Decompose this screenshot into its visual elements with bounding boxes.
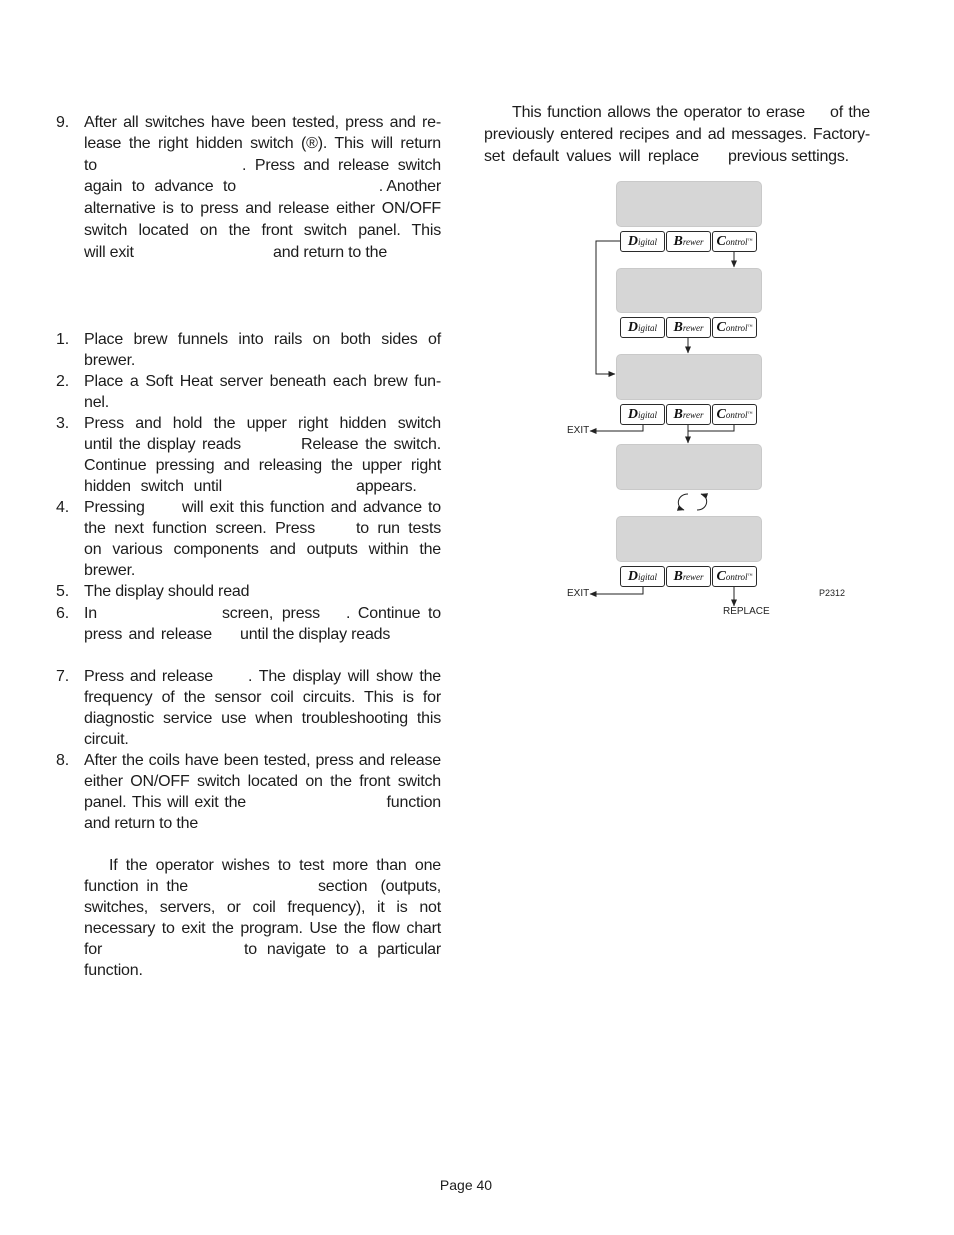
text-segment: panel. This will exit the <box>84 794 246 811</box>
text-segment: section (outputs, <box>318 878 441 895</box>
text-line <box>484 146 870 167</box>
keypad-row-2 <box>620 317 757 338</box>
key-label: Control <box>716 233 748 249</box>
right-key-connector <box>688 425 734 431</box>
text-line <box>84 497 441 518</box>
text-segment: previous settings. <box>728 148 849 165</box>
text-line: circuit. <box>84 731 129 748</box>
text-segment: function in the <box>84 878 188 895</box>
control-key-icon <box>712 231 757 252</box>
text-line: diagnostic service use when troubleshooting this <box>84 710 441 727</box>
note-line <box>84 939 441 960</box>
keypad-row-1 <box>620 231 757 252</box>
display-screen-3 <box>616 354 762 400</box>
step-number: 8. <box>56 752 69 769</box>
page-number: Page 40 <box>439 1177 493 1193</box>
key-label: Digital <box>627 319 658 335</box>
text-segment: will exit <box>84 244 134 261</box>
text-line: brewer. <box>84 352 136 369</box>
display-screen-5 <box>616 516 762 562</box>
text-segment: Press and release <box>84 668 213 685</box>
text-segment: until the display reads <box>84 436 241 453</box>
text-segment: for <box>84 941 103 958</box>
key-label: Digital <box>627 233 658 249</box>
digital-key-icon <box>620 231 665 252</box>
text-segment: . Another <box>378 178 441 195</box>
text-line: previously entered recipes and ad messages. Factory- <box>484 126 870 143</box>
text-line <box>84 176 441 197</box>
text-segment: will exit this function and advance to <box>182 499 441 516</box>
display-screen-2 <box>616 268 762 313</box>
figure-id: P2312 <box>819 588 846 598</box>
text-line: The display should read <box>84 583 250 600</box>
text-segment: hidden switch until <box>84 478 222 495</box>
brewer-key-icon <box>666 566 711 587</box>
key-label: Control <box>716 319 748 335</box>
text-segment: to navigate to a particular <box>244 941 441 958</box>
text-line: After the coils have been tested, press and release <box>84 752 441 769</box>
key-label: Digital <box>627 406 658 422</box>
text-segment: press and release <box>84 626 212 643</box>
note-line: necessary to exit the program. Use the flow chart <box>84 920 441 937</box>
text-segment: Pressing <box>84 499 145 516</box>
keypad-row-4 <box>620 566 757 587</box>
digital-key-icon <box>620 566 665 587</box>
text-line: After all switches have been tested, press and re- <box>84 114 441 131</box>
text-line: brewer. <box>84 562 136 579</box>
text-segment: to <box>84 157 97 174</box>
text-segment: again to advance to <box>84 178 236 195</box>
step-number: 6. <box>56 605 69 622</box>
text-line <box>84 434 441 455</box>
text-line: either ON/OFF switch located on the front switch <box>84 773 441 790</box>
step-number: 2. <box>56 373 69 390</box>
note-line: If the operator wishes to test more than one <box>109 857 441 874</box>
brewer-key-icon <box>666 317 711 338</box>
text-line: switch located on the front switch panel. This <box>84 222 441 239</box>
trademark-mark: ™ <box>747 574 753 579</box>
text-segment: . Continue to <box>346 605 441 622</box>
key-label: Brewer <box>673 406 704 422</box>
text-line <box>84 603 441 624</box>
key-label: Brewer <box>673 568 704 584</box>
text-segment: . Press and release switch <box>242 157 441 174</box>
text-line <box>484 102 870 123</box>
text-line: on various components and outputs within the <box>84 541 441 558</box>
text-line: nel. <box>84 394 109 411</box>
step-number: 7. <box>56 668 69 685</box>
keypad-row-3 <box>620 404 757 425</box>
text-line <box>84 518 441 539</box>
trademark-mark: ™ <box>747 239 753 244</box>
text-segment: of the <box>830 104 870 121</box>
text-line: and return to the <box>84 815 199 832</box>
text-segment: to run tests <box>356 520 441 537</box>
text-segment: This function allows the operator to erase <box>512 104 805 121</box>
display-screen-4 <box>616 444 762 490</box>
digital-key-icon <box>620 317 665 338</box>
text-line <box>84 666 441 687</box>
key-label: Digital <box>627 568 658 584</box>
step-number: 9. <box>56 114 69 131</box>
display-screen-1 <box>616 181 762 227</box>
text-line: Place brew funnels into rails on both sides of <box>84 331 441 348</box>
step-number: 5. <box>56 583 69 600</box>
text-segment: and return to the <box>273 244 388 261</box>
note-line: function. <box>84 962 143 979</box>
brewer-key-icon <box>666 231 711 252</box>
trademark-mark: ™ <box>747 412 753 417</box>
replace-label: REPLACE <box>723 606 770 617</box>
note-line <box>84 876 441 897</box>
trademark-mark: ™ <box>747 325 753 330</box>
text-line <box>84 155 441 176</box>
digital-key-icon <box>620 404 665 425</box>
text-line: Press and hold the upper right hidden switch <box>84 415 441 432</box>
text-segment: . The display will show the <box>248 668 441 685</box>
control-key-icon <box>712 404 757 425</box>
key-label: Control <box>716 406 748 422</box>
step-number: 3. <box>56 415 69 432</box>
text-segment: set default values will replace <box>484 148 699 165</box>
step-number: 1. <box>56 331 69 348</box>
text-line: lease the right hidden switch (®). This will return <box>84 135 441 152</box>
exit-label: EXIT <box>567 588 590 599</box>
note-line: switches, servers, or coil frequency), it is not <box>84 899 441 916</box>
key-label: Control <box>716 568 748 584</box>
text-line <box>84 792 441 813</box>
text-line: alternative is to press and release either ON/OFF <box>84 200 441 217</box>
exit-label: EXIT <box>567 425 590 436</box>
text-segment: screen, press <box>222 605 320 622</box>
text-segment: until the display reads <box>240 626 391 643</box>
control-key-icon <box>712 317 757 338</box>
text-line: Continue pressing and releasing the upper right <box>84 457 441 474</box>
text-segment: the next function screen. Press <box>84 520 315 537</box>
text-segment: In <box>84 605 97 622</box>
text-segment: appears. <box>356 478 417 495</box>
control-key-icon <box>712 566 757 587</box>
text-line <box>84 624 441 645</box>
text-line <box>84 476 441 497</box>
text-line: frequency of the sensor coil circuits. This is for <box>84 689 441 706</box>
text-segment: Release the switch. <box>301 436 441 453</box>
step-number: 4. <box>56 499 69 516</box>
exit-connector-2 <box>590 587 643 594</box>
brewer-key-icon <box>666 404 711 425</box>
text-line <box>84 242 441 263</box>
circular-arrows-icon <box>678 494 688 510</box>
key-label: Brewer <box>673 319 704 335</box>
exit-connector-1 <box>590 425 643 431</box>
text-segment: function <box>386 794 441 811</box>
key-label: Brewer <box>673 233 704 249</box>
circular-arrows-icon <box>697 494 707 510</box>
text-line: Place a Soft Heat server beneath each brew fun- <box>84 373 441 390</box>
